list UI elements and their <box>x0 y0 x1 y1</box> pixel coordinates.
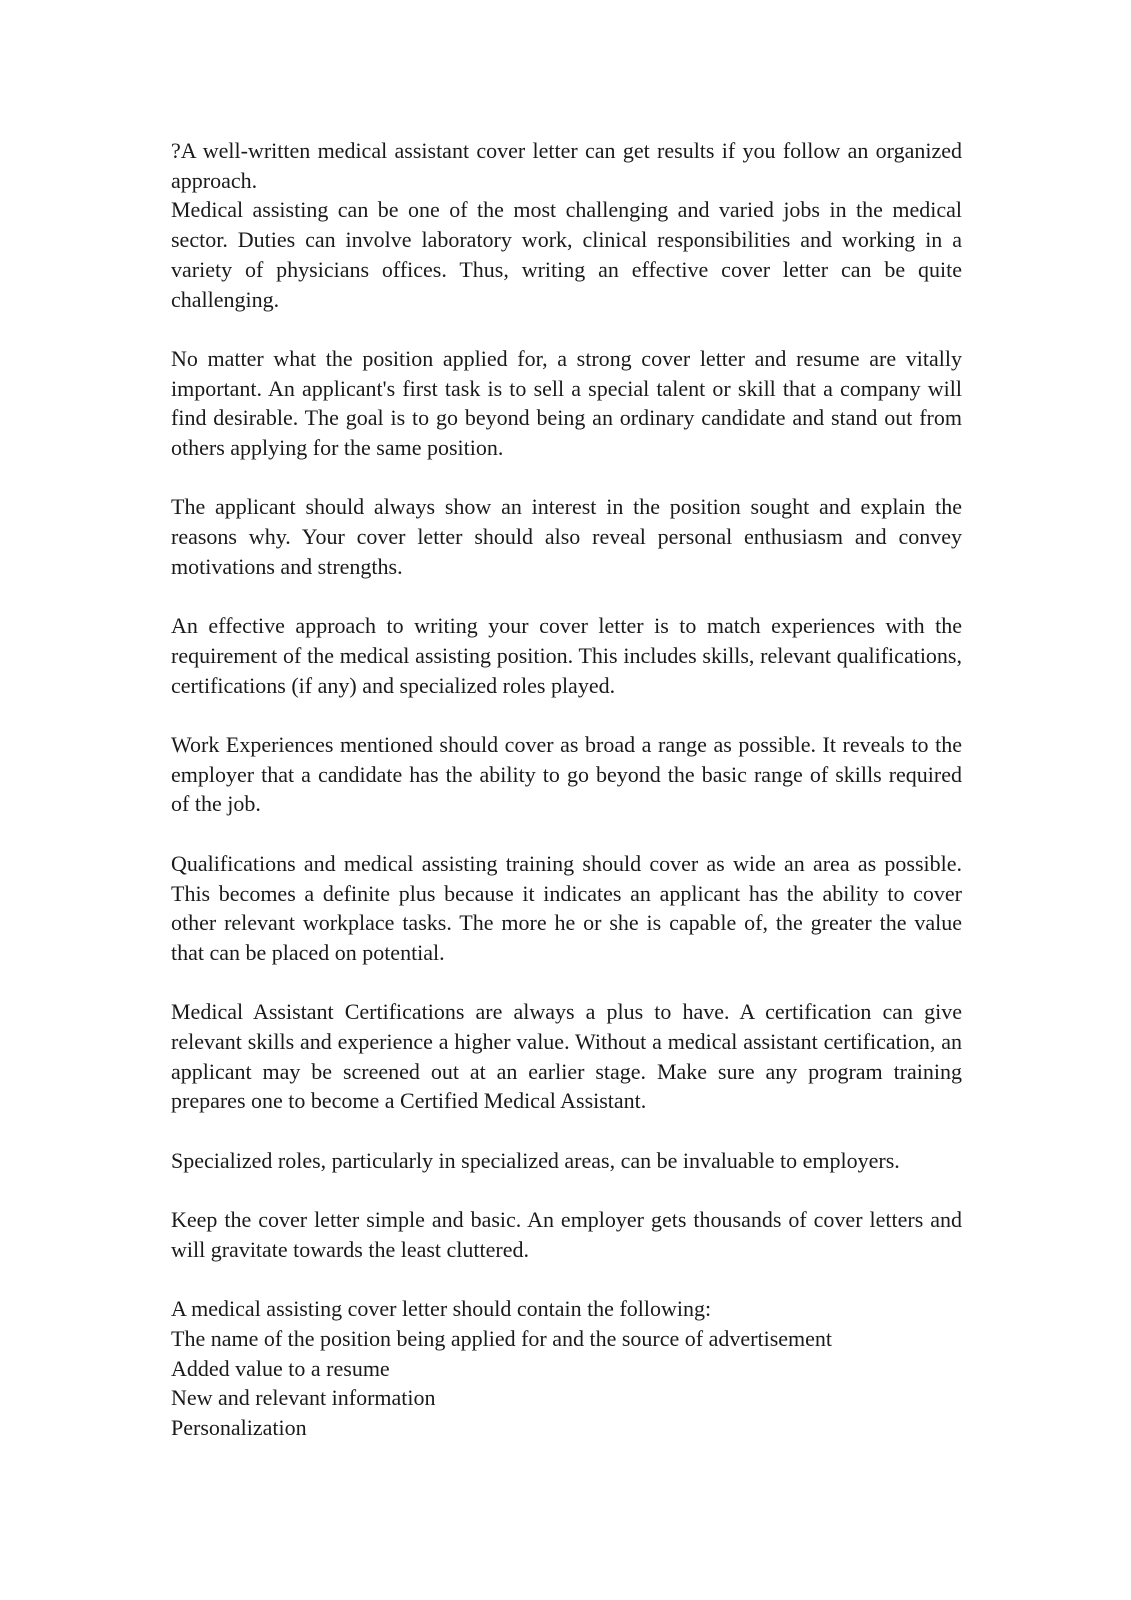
contents-item: Added value to a resume <box>171 1355 390 1381</box>
paragraph-certifications: Medical Assistant Certifications are always a plus to have. A certification can give relevant skills and experience a higher value. Without a medical assistant certification, an applicant may be screened out at an earlier stage. Make sure any program training prepares one to become a Certified Medical Assistant. <box>171 999 962 1114</box>
paragraph-specialized-roles: Specialized roles, particularly in specialized areas, can be invaluable to employers. <box>171 1147 900 1173</box>
paragraph-spacer <box>171 582 962 612</box>
paragraph-effective-approach: An effective approach to writing your cover letter is to match experiences with the requirement of the medical assisting position. This includes skills, relevant qualifications, certifications (if any) and specialized roles played. <box>171 613 962 698</box>
paragraph-show-interest: The applicant should always show an interest in the position sought and explain the reasons why. Your cover letter should also reveal personal enthusiasm and convey motivations and strengths. <box>171 494 962 579</box>
intro-paragraph-medical-assisting: Medical assisting can be one of the most challenging and varied jobs in the medical sector. Duties can involve laboratory work, clinical responsibilities and working in a variety of physicians offices. Thus, writing an effective cover letter can be quite challenging. <box>171 197 962 312</box>
document-page <box>171 136 962 1443</box>
paragraph-spacer <box>171 700 962 730</box>
paragraph-spacer <box>171 1265 962 1295</box>
contents-item: The name of the position being applied for and the source of advertisement <box>171 1325 833 1351</box>
paragraph-spacer <box>171 968 962 998</box>
paragraph-strong-cover-letter: No matter what the position applied for, a strong cover letter and resume are vitally important. An applicant's first task is to sell a special talent or skill that a company will find desirable. The goal is to go beyond being an ordinary candidate and stand out from others applying for the same position. <box>171 345 962 461</box>
paragraph-spacer <box>171 314 962 344</box>
intro-paragraph: ?A well-written medical assistant cover letter can get results if you follow an organized approach. <box>171 138 962 193</box>
contents-heading: A medical assisting cover letter should contain the following: <box>171 1296 712 1322</box>
paragraph-work-experiences: Work Experiences mentioned should cover as broad a range as possible. It reveals to the employer that a candidate has the ability to go beyond the basic range of skills required of the job. <box>171 732 962 817</box>
paragraph-spacer <box>171 1176 962 1206</box>
paragraph-spacer <box>171 463 962 493</box>
paragraph-spacer <box>171 819 962 849</box>
contents-item: New and relevant information <box>171 1385 436 1411</box>
paragraph-spacer <box>171 1116 962 1146</box>
paragraph-keep-simple: Keep the cover letter simple and basic. An employer gets thousands of cover letters and will gravitate towards the least cluttered. <box>171 1207 962 1262</box>
contents-item: Personalization <box>171 1415 307 1441</box>
paragraph-qualifications: Qualifications and medical assisting training should cover as wide an area as possible. This becomes a definite plus because it indicates an applicant has the ability to cover other relevant workplace tasks. The more he or she is capable of, the greater the value that can be placed on potential. <box>171 850 962 965</box>
